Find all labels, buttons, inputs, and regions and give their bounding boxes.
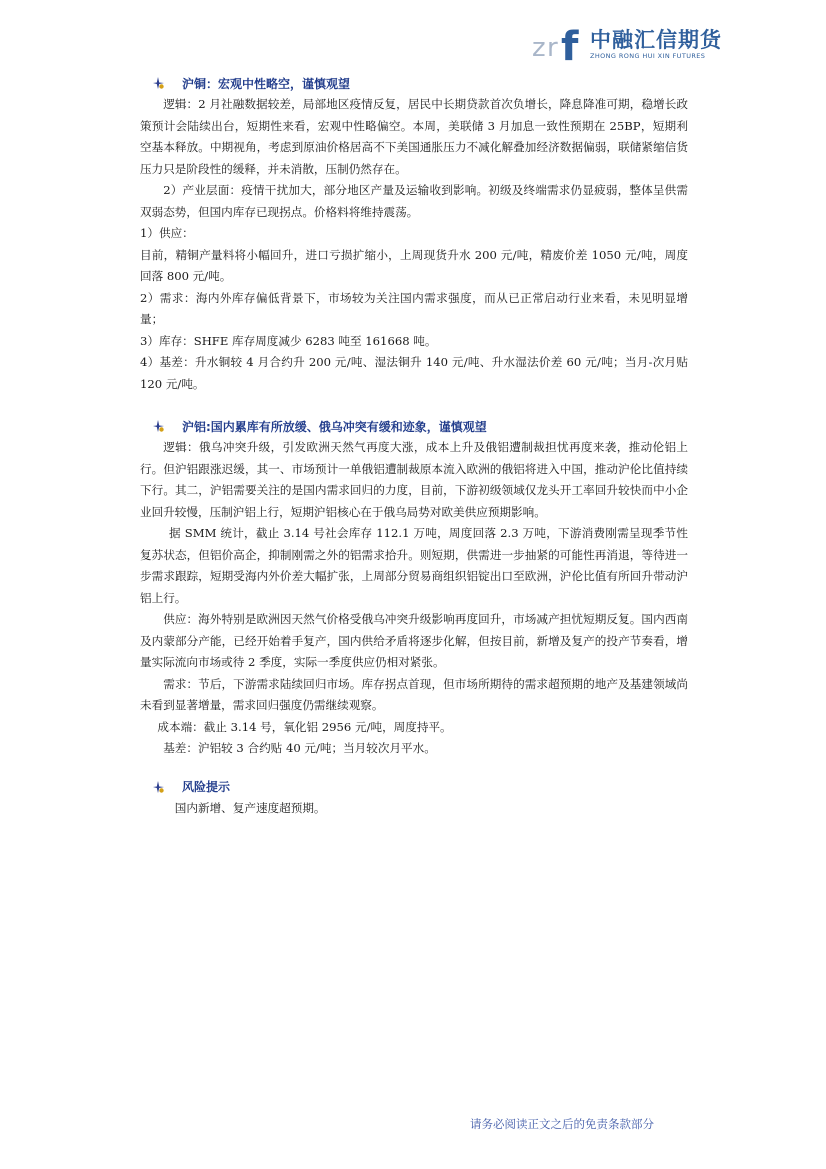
paragraph: 2）产业层面：疫情干扰加大，部分地区产量及运输收到影响。初级及终端需求仍显疲弱，整体呈供需双弱态势，但国内库存已现拐点。价格料将维持震荡。 bbox=[140, 183, 688, 219]
report-body bbox=[140, 72, 688, 819]
svg-text:z: z bbox=[532, 33, 546, 63]
bullet-star-icon bbox=[152, 76, 166, 90]
section-title-risk: 风险提示 bbox=[140, 776, 688, 798]
paragraph: 目前，精铜产量料将小幅回升，进口亏损扩缩小，上周现货升水 200 元/吨，精废价差 1050 元/吨，周度回落 800 元/吨。 bbox=[140, 247, 688, 283]
paragraph: 4）基差：升水铜较 4 月合约升 200 元/吨、湿法铜升 140 元/吨、升水湿法价差 60 元/吨；当月-次月贴 120 元/吨。 bbox=[140, 355, 688, 391]
logo-english-name: ZHONG RONG HUI XIN FUTURES bbox=[590, 52, 706, 60]
paragraph: 需求：节后，下游需求陆续回归市场。库存拐点首现，但市场所期待的需求超预期的地产及基建领域尚未看到显著增量，需求回归强度仍需继续观察。 bbox=[140, 676, 688, 712]
disclaimer-footer: 请务必阅读正文之后的免责条款部分 bbox=[470, 1117, 654, 1131]
bullet-star-icon bbox=[152, 419, 166, 433]
paragraph: 1）供应： bbox=[140, 226, 194, 240]
svg-text:f: f bbox=[561, 24, 579, 66]
bullet-star-icon bbox=[152, 780, 166, 794]
company-logo bbox=[532, 22, 722, 66]
paragraph: 3）库存：SHFE 库存周度减少 6283 吨至 161668 吨。 bbox=[140, 333, 437, 348]
zrf-logo-mark bbox=[532, 22, 584, 66]
spacer bbox=[140, 395, 688, 415]
section-title-aluminum: 沪铝:国内累库有所放缓、俄乌冲突有缓和迹象，谨慎观望 bbox=[140, 415, 688, 437]
section-title-copper: 沪铜：宏观中性略空，谨慎观望 bbox=[140, 72, 688, 94]
spacer bbox=[140, 760, 688, 776]
paragraph: 基差：沪铝较 3 合约贴 40 元/吨；当月较次月平水。 bbox=[163, 741, 436, 755]
paragraph: 成本端：截止 3.14 号，氧化铝 2956 元/吨，周度持平。 bbox=[157, 719, 452, 734]
paragraph: 逻辑：俄乌冲突升级，引发欧洲天然气再度大涨，成本上升及俄铝遭制裁担忧再度来袭，推动伦铝上行。但沪铝跟涨迟缓，其一、市场预计一单俄铝遭制裁原本流入欧洲的俄铝将进入中国，推动沪伦比值持续下行。其二，沪铝需要关注的是国内需求回归的力度，目前，下游初级领域仅龙头开工率回升较快而中小企业回升较慢，压制沪铝上行，短期沪铝核心在于俄乌局势对欧美供应预期影响。 bbox=[140, 440, 688, 519]
paragraph: 供应：海外特别是欧洲因天然气价格受俄乌冲突升级影响再度回升，市场减产担忧短期反复。国内西南及内蒙部分产能，已经开始着手复产，国内供给矛盾将逐步化解，但按目前，新增及复产的投产节奏看，增量实际流向市场或待 2 季度，实际一季度供应仍相对紧张。 bbox=[140, 612, 688, 669]
svg-text:r: r bbox=[547, 33, 558, 63]
paragraph: 国内新增、复产速度超预期。 bbox=[174, 800, 326, 815]
paragraph: 据 SMM 统计，截止 3.14 号社会库存 112.1 万吨，周度回落 2.3 万吨，下游消费刚需呈现季节性复苏状态，但铝价高企，抑制刚需之外的铝需求拾升。则短期，供需进一步抽紧的可能性再消退，等待进一步需求跟踪，短期受海内外价差大幅扩张，上周部分贸易商组织铝锭出口至欧洲，沪伦比值有所回升带动沪铝上行。 bbox=[140, 526, 688, 605]
logo-chinese-name: 中融汇信期货 bbox=[590, 28, 722, 52]
paragraph: 逻辑：2 月社融数据较差，局部地区疫情反复，居民中长期贷款首次负增长，降息降准可期，稳增长政策预计会陆续出台，短期性来看，宏观中性略偏空。本周，美联储 3 月加息一致性预期在 25BP，短期利空基本释放。中期视角，考虑到原油价格居高不下美国通胀压力不减化解叠加经济数据偏弱，联储紧缩信货压力只是阶段性的缓释，并未消散，压制仍然存在。 bbox=[140, 97, 688, 176]
paragraph: 2）需求：海内外库存偏低背景下，市场较为关注国内需求强度，而从已正常启动行业来看，未见明显增量； bbox=[140, 290, 688, 326]
